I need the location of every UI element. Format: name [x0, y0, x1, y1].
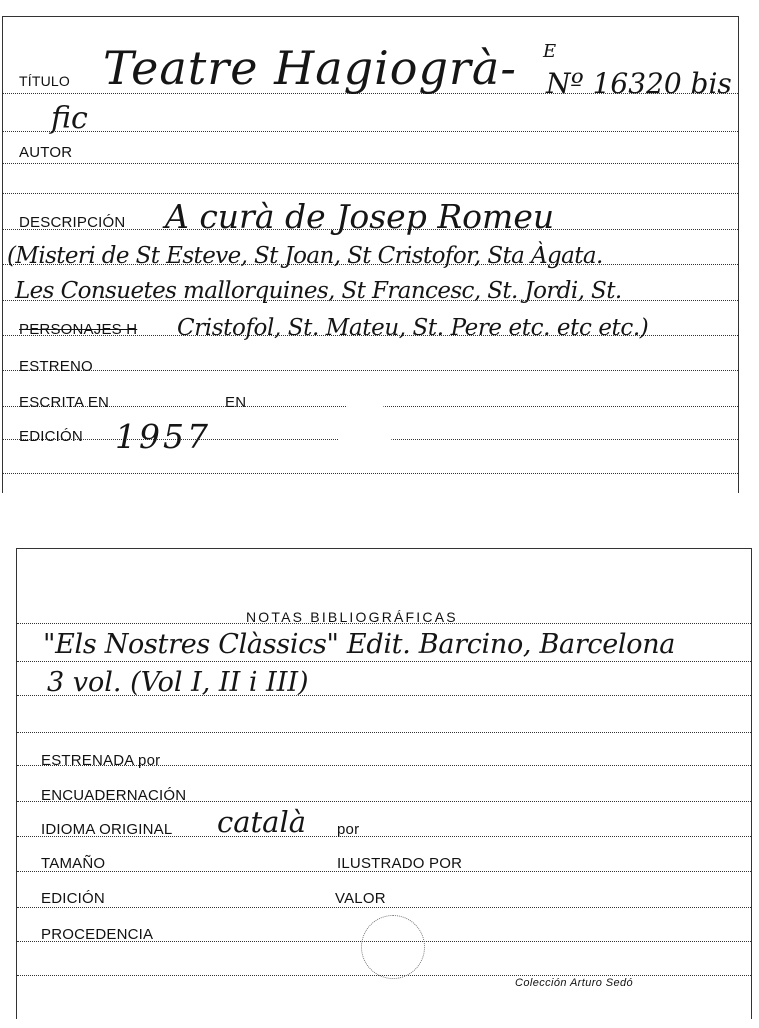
label-valor: VALOR [335, 890, 386, 907]
handwritten-notes-line: "Els Nostres Clàssics" Edit. Barcino, Barcelona [43, 629, 676, 660]
heading-notas-bibliograficas: NOTAS BIBLIOGRÁFICAS [246, 609, 458, 625]
handwritten-editor: A curà de Josep Romeu [165, 197, 555, 236]
label-idioma-original: IDIOMA ORIGINAL [41, 821, 173, 838]
handwritten-title: Teatre Hagiogrà- [103, 41, 517, 95]
ruled-line [3, 163, 738, 164]
catalog-card-back [16, 548, 752, 1019]
ruled-line [17, 907, 751, 908]
label-estreno: ESTRENO [19, 358, 93, 375]
label-en: EN [225, 394, 247, 411]
label-estrenada: ESTRENADA por [41, 752, 161, 769]
handwritten-entry-mark: E [543, 41, 557, 62]
handwritten-description-line: Les Consuetes mallorquines, St Francesc, St. Jordi, St. [15, 278, 622, 304]
label-escrita-en: ESCRITA EN [19, 394, 110, 411]
label-descripcion: DESCRIPCIÓN [19, 214, 126, 231]
erased-stamp-mark [335, 401, 395, 453]
ruled-line [3, 193, 738, 194]
handwritten-language: català [217, 805, 307, 839]
label-encuadernacion: ENCUADERNACIÓN [41, 787, 187, 804]
label-tamano: TAMAÑO [41, 855, 106, 872]
ruled-line [17, 732, 751, 733]
label-procedencia: PROCEDENCIA [41, 926, 154, 943]
handwritten-edition-year: 1957 [115, 417, 211, 456]
ruled-line [3, 473, 738, 474]
handwritten-description-line: (Misteri de St Esteve, St Joan, St Cristofor, Sta Àgata. [7, 243, 603, 269]
collection-imprint: Colección Arturo Sedó [515, 977, 634, 989]
label-por: por [337, 821, 360, 838]
ruled-line [3, 370, 738, 371]
label-edicion: EDICIÓN [41, 890, 105, 907]
label-autor: AUTOR [19, 144, 73, 161]
catalog-card-front [2, 16, 739, 493]
ruled-line [17, 661, 751, 662]
ruled-line [3, 131, 738, 132]
handwritten-title-continued: fic [51, 101, 88, 136]
label-ilustrado-por: ILUSTRADO POR [337, 855, 463, 872]
handwritten-description-line: Cristofol, St. Mateu, St. Pere etc. etc etc.) [177, 315, 649, 341]
handwritten-notes-line: 3 vol. (Vol I, II i III) [47, 667, 309, 698]
stamp-remnant [361, 915, 425, 979]
label-edicion: EDICIÓN [19, 428, 83, 445]
handwritten-entry-number: Nº 16320 bis [546, 67, 732, 100]
label-titulo: TÍTULO [19, 73, 70, 89]
label-personajes: PERSONAJES H [19, 321, 138, 338]
